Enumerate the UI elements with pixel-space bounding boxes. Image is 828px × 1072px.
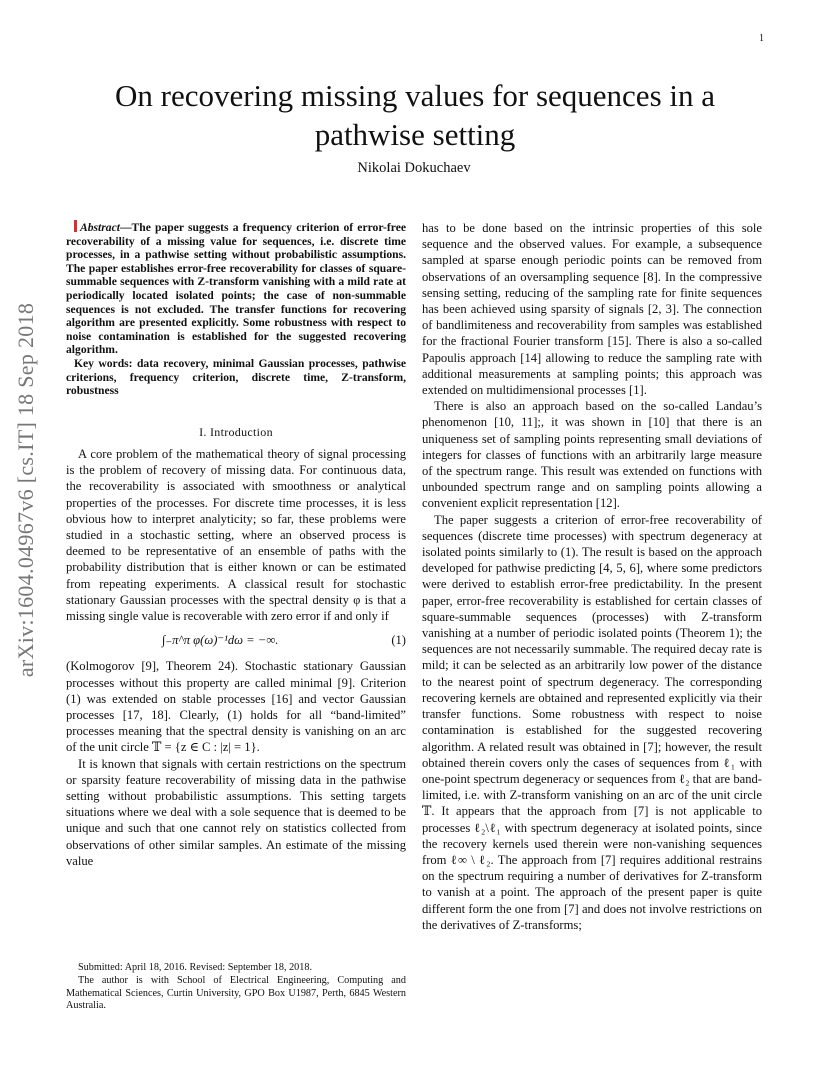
page-number: 1 <box>759 33 764 44</box>
section-heading-introduction: I. Introduction <box>199 424 273 439</box>
paragraph-after-equation: (Kolmogorov [9], Theorem 24). Stochastic stationary Gaussian processes without this property are called minimal [9]. Criterion (1) was extended on stable processes [16] and vector Gaussian processes [17, 18]. Clearly, (1) holds for all “band-limited” processes meaning that the spectral density is vanishing on an arc of the unit circle 𝕋 = {z ∈ C : |z| = 1}. <box>66 659 406 755</box>
footnote-submitted: Submitted: April 18, 2016. Revised: September 18, 2018. <box>78 962 313 973</box>
intro-paragraph: A core problem of the mathematical theory of signal processing is the problem of recovery of missing data. For continuous data, the recoverability is associated with smoothness or analytical properties of the processes. For discrete time processes, it is less obvious how to interpret analyticity; so far, these problems were studied in a stochastic setting, where an observed process is deemed to be representative of an ensemble of paths with the probability distribution that is either known or can be estimated from repeating experiments. A classical result for stochastic stationary Gaussian processes with the spectral density φ is that a missing single value is recoverable with zero error if and only if <box>66 446 406 623</box>
footnote-affiliation: The author is with School of Electrical Engineering, Computing and Mathematical Sciences, Curtin University, GPO Box U1987, Perth, 6845 Western Australia. <box>66 974 406 1012</box>
paper-title: On recovering missing values for sequences in a pathwise setting <box>114 78 716 152</box>
abstract-marker <box>74 220 77 232</box>
right-column <box>422 220 762 933</box>
equation-1 <box>66 632 406 648</box>
arxiv-identifier: arXiv:1604.04967v6 [cs.IT] 18 Sep 2018 <box>13 302 38 678</box>
author-name: Nikolai Dokuchaev <box>357 160 471 176</box>
paragraph-pathwise: It is known that signals with certain restrictions on the spectrum or sparsity feature recoverability of missing data in the pathwise setting without probabilistic assumptions. This setting targets situations where we deal with a sole sequence that is deemed to be unique and such that one cannot rely on statistics collected from observations of other similar samples. An estimate of the missing value <box>66 756 406 868</box>
arxiv-sidebar-stamp <box>6 300 46 680</box>
right-paragraph-continuation: has to be done based on the intrinsic properties of this sole sequence and the observed values. For example, a subsequence sampled at sparse enough periodic points can be removed from observations of an oversampling sequence [8]. In the compressive sensing setting, reducing of the sampling rate for finite sequences has been achieved using sparsity of signals [2, 3]. The connection of bandlimiteness and recoverability from samples was established for the fractional Fourier transform [15]. There is also a so-called Papoulis approach [14] allowing to reduce the sampling rate with additional measurements at sampling points; this approach was extended on multidimensional processes [1]. <box>422 221 762 398</box>
keywords-paragraph: Key words: data recovery, minimal Gaussian processes, pathwise criterions, frequency criterion, discrete time, Z-transform, robustness <box>66 356 406 398</box>
abstract-paragraph <box>66 220 406 357</box>
equation-number: (1) <box>391 633 406 648</box>
footnotes <box>66 962 406 1013</box>
equation-body: ∫₋π^π φ(ω)⁻¹dω = −∞. <box>162 633 279 648</box>
abstract-label: Abstract <box>80 221 120 234</box>
abstract-text: —The paper suggests a frequency criterion of error-free recoverability of a missing value for sequences, i.e. discrete time processes, in a pathwise setting without probabilistic assumptions. The paper establishes error-free recoverability for classes of square-summable sequences with Z-transform vanishing with a mild rate at periodically located isolated points; the case of non-summable sequences is not excluded. The transfer functions for recovering algorithm are presented explicitly. Some robustness with respect to noise contamination is established for the suggested recovering algorithm. <box>66 221 406 357</box>
right-paragraph-contribution: The paper suggests a criterion of error-free recoverability of sequences (discrete time processes) with spectrum degeneracy at isolated points similarly to (1). The result is based on the approach developed for pathwise predicting [4, 5, 6], where some predictors were derived to establish error-free predictability. In the present paper, error-free recoverability is established for certain classes of square-summable sequences (processes) with Z-transform vanishing at a number of periodic isolated points (Theorem 1); the sequences are not necessarily summable. The required decay rate is mild; it can be selected as an arbitrarily low power of the distance to the nearest point of spectrum degeneracy. The corresponding recovering kernels are obtained and represented explicitly via their transfer functions. Some robustness with respect to noise contamination is established for the suggested recovering algorithm. A related result was obtained in [7]; however, the result obtained therein covers only the cases of sequences from ℓ₁ with one-point spectrum degeneracy or sequences from ℓ₂ that are band-limited, i.e. with Z-transform vanishing on an arc of the unit circle 𝕋. It appears that the approach from [7] is not applicable to processes ℓ₂\ℓ₁ with spectrum degeneracy at isolated points, since the recovery kernels used therein were non-vanishing sequences from ℓ∞ \ ℓ₂. The approach from [7] requires additional restrains on the spectrum requiring a number of derivatives for Z-transform to vanish at a point. The approach of the present paper is quite different form the one from [7] and does not involve restrictions on the derivatives of Z-transforms; <box>422 512 762 932</box>
left-column <box>66 220 406 869</box>
right-paragraph-landau: There is also an approach based on the so-called Landau’s phenomenon [10, 11];, it was shown in [10] that there is an uniqueness set of sampling points representing small deviations of integers for classes of functions with an arbitrarily large measure of the spectrum range. This result was extended on functions with unbounded spectrum range and on sampling points allowing a convenient explicit representation [12]. <box>422 399 762 511</box>
